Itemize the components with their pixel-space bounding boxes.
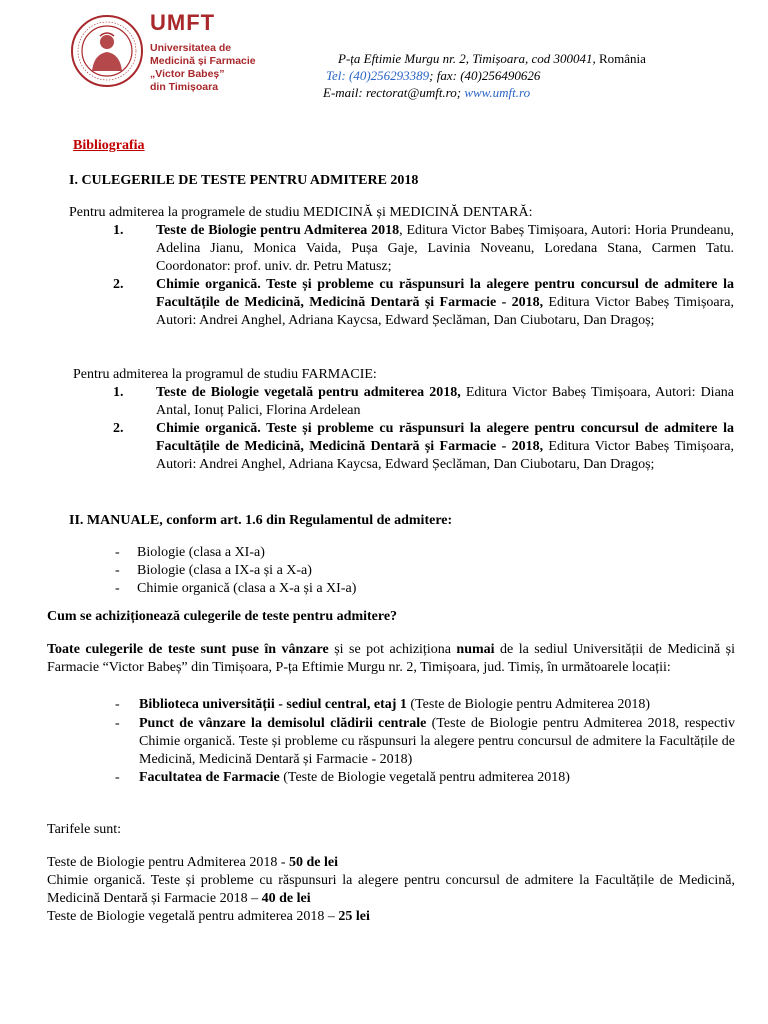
- fax-text: ; fax: (40)256490626: [429, 68, 541, 83]
- location-2-dash: -: [115, 716, 120, 731]
- farm-item-1: [156, 384, 734, 420]
- farm-item-1-text: Editura Victor Babeș Timișoara, Autori: Diana Antal, Ionuț Palici, Florina Ardelean: [156, 385, 735, 418]
- logo-line-3: „Victor Babeș”: [150, 68, 225, 80]
- price-3-text: Teste de Biologie vegetală pentru admiterea 2018 –: [47, 909, 339, 924]
- manual-item-2: Biologie (clasa a IX-a și a X-a): [137, 563, 312, 578]
- med-item-1: [156, 222, 734, 276]
- header-email: [323, 85, 530, 101]
- price-1-text: Teste de Biologie pentru Admiterea 2018 -: [47, 855, 290, 870]
- med-item-2-num: 2.: [113, 277, 124, 292]
- location-2-text: (Teste de Biologie pentru Admiterea 2018, respectiv Chimie organică. Teste și probleme cu răspunsuri la alegere pentru concursul de admitere la Facultățile de Medicină, Medicină Dentară și Farmacie - 2018): [139, 716, 735, 767]
- price-line-1: [47, 854, 338, 872]
- price-line-2: [47, 872, 735, 908]
- email-text[interactable]: E-mail: rectorat@umft.ro;: [323, 85, 465, 100]
- price-3-value: 25 lei: [338, 909, 370, 924]
- manual-1-dash: -: [115, 545, 120, 560]
- med-item-2-text: Editura Victor Babeș Timișoara, Autori: Andrei Anghel, Adriana Kaycsa, Edward Șeclăman, Dan Ciubotaru, Dan Dragoș;: [156, 295, 735, 328]
- university-seal-logo: [70, 14, 144, 88]
- location-1-text: (Teste de Biologie pentru Admiterea 2018): [406, 697, 651, 712]
- tarife-label: Tarifele sunt:: [47, 822, 122, 837]
- price-1-value: 50 de lei: [289, 855, 339, 870]
- sale-bold-2: numai: [456, 642, 495, 657]
- location-3: [139, 769, 735, 787]
- med-item-2-title: Chimie organică. Teste și probleme cu răspunsuri la alegere pentru concursul de admitere la Facultățile de Medicină, Medicină Dentară și Farmacie - 2018,: [156, 277, 734, 310]
- header-address: [338, 51, 646, 67]
- price-2-value: 40 de lei: [261, 891, 311, 906]
- logo-line-4: din Timișoara: [150, 81, 219, 93]
- med-item-1-title: Teste de Biologie pentru Admiterea 2018: [156, 223, 400, 238]
- sale-text-1: și se pot achiziționa: [328, 642, 457, 657]
- logo-line-2: Medicină și Farmacie: [150, 55, 256, 67]
- med-item-1-text: , Editura Victor Babeș Timișoara, Autori: Horia Prundeanu, Adelina Jianu, Monica Vaida, Pușa Gaje, Lavinia Noveanu, Loredana Stana, Carmen Tatu. Coordonator: prof. univ. dr. Petru Matusz;: [156, 223, 734, 274]
- price-line-3: [47, 908, 370, 926]
- logo-line-1: Universitatea de: [150, 42, 232, 54]
- farm-item-2: [156, 420, 734, 474]
- location-2-title: Punct de vânzare la demisolul clădirii centrale: [139, 716, 427, 731]
- logo-title: UMFT: [150, 10, 216, 35]
- location-3-text: (Teste de Biologie vegetală pentru admiterea 2018): [279, 770, 570, 785]
- location-1-dash: -: [115, 697, 120, 712]
- manual-item-3: Chimie organică (clasa a X-a și a XI-a): [137, 581, 357, 596]
- location-1: [139, 696, 735, 714]
- phone-link[interactable]: Tel: (40)256293389: [326, 68, 430, 83]
- website-link[interactable]: www.umft.ro: [464, 85, 531, 100]
- location-2: [139, 715, 735, 769]
- location-3-title: Facultatea de Farmacie: [139, 770, 280, 785]
- farm-item-2-title: Chimie organică. Teste și probleme cu răspunsuri la alegere pentru concursul de admitere la Facultățile de Medicină, Medicină Dentară și Farmacie - 2018,: [156, 421, 734, 454]
- sale-bold-1: Toate culegerile de teste sunt puse în vânzare: [47, 642, 329, 657]
- manual-2-dash: -: [115, 563, 120, 578]
- purchase-question: Cum se achiziționează culegerile de teste pentru admitere?: [47, 609, 398, 624]
- farm-item-2-num: 2.: [113, 421, 124, 436]
- sale-text-2: de la sediul Universității de Medicină și Farmacie “Victor Babeș” din Timișoara, P-ța Eftimie Murgu nr. 2, Timișoara, jud. Timiș, în următoarele locații:: [47, 642, 736, 675]
- seal-icon: [70, 14, 144, 88]
- farm-item-1-num: 1.: [113, 385, 124, 400]
- section-2-heading: II. MANUALE, conform art. 1.6 din Regulamentul de admitere:: [69, 513, 453, 528]
- price-2-text: Chimie organică. Teste și probleme cu răspunsuri la alegere pentru concursul de admitere la Facultățile de Medicină, Medicină Dentară și Farmacie 2018 –: [47, 873, 735, 906]
- sale-paragraph: [47, 641, 735, 677]
- manual-item-1: Biologie (clasa a XI-a): [137, 545, 265, 560]
- location-3-dash: -: [115, 770, 120, 785]
- section-1-heading: I. CULEGERILE DE TESTE PENTRU ADMITERE 2018: [69, 173, 419, 188]
- location-1-title: Biblioteca universității - sediul central, etaj 1: [139, 697, 407, 712]
- bibliografia-heading: Bibliografia: [73, 138, 145, 153]
- intro-medicina: Pentru admiterea la programele de studiu MEDICINĂ și MEDICINĂ DENTARĂ:: [69, 205, 533, 220]
- address-country: România: [598, 51, 646, 66]
- manual-3-dash: -: [115, 581, 120, 596]
- header-contact: [326, 68, 540, 84]
- farm-item-1-title: Teste de Biologie vegetală pentru admiterea 2018,: [156, 385, 461, 400]
- med-item-1-num: 1.: [113, 223, 124, 238]
- farm-item-2-text: Editura Victor Babeș Timișoara, Autori: Andrei Anghel, Adriana Kaycsa, Edward Șeclăman, Dan Ciubotaru, Dan Dragoș;: [156, 439, 735, 472]
- address-text: P-ța Eftimie Murgu nr. 2, Timișoara, cod 300041,: [338, 51, 596, 66]
- intro-farmacie: Pentru admiterea la programul de studiu FARMACIE:: [73, 367, 377, 382]
- med-item-2: [156, 276, 734, 330]
